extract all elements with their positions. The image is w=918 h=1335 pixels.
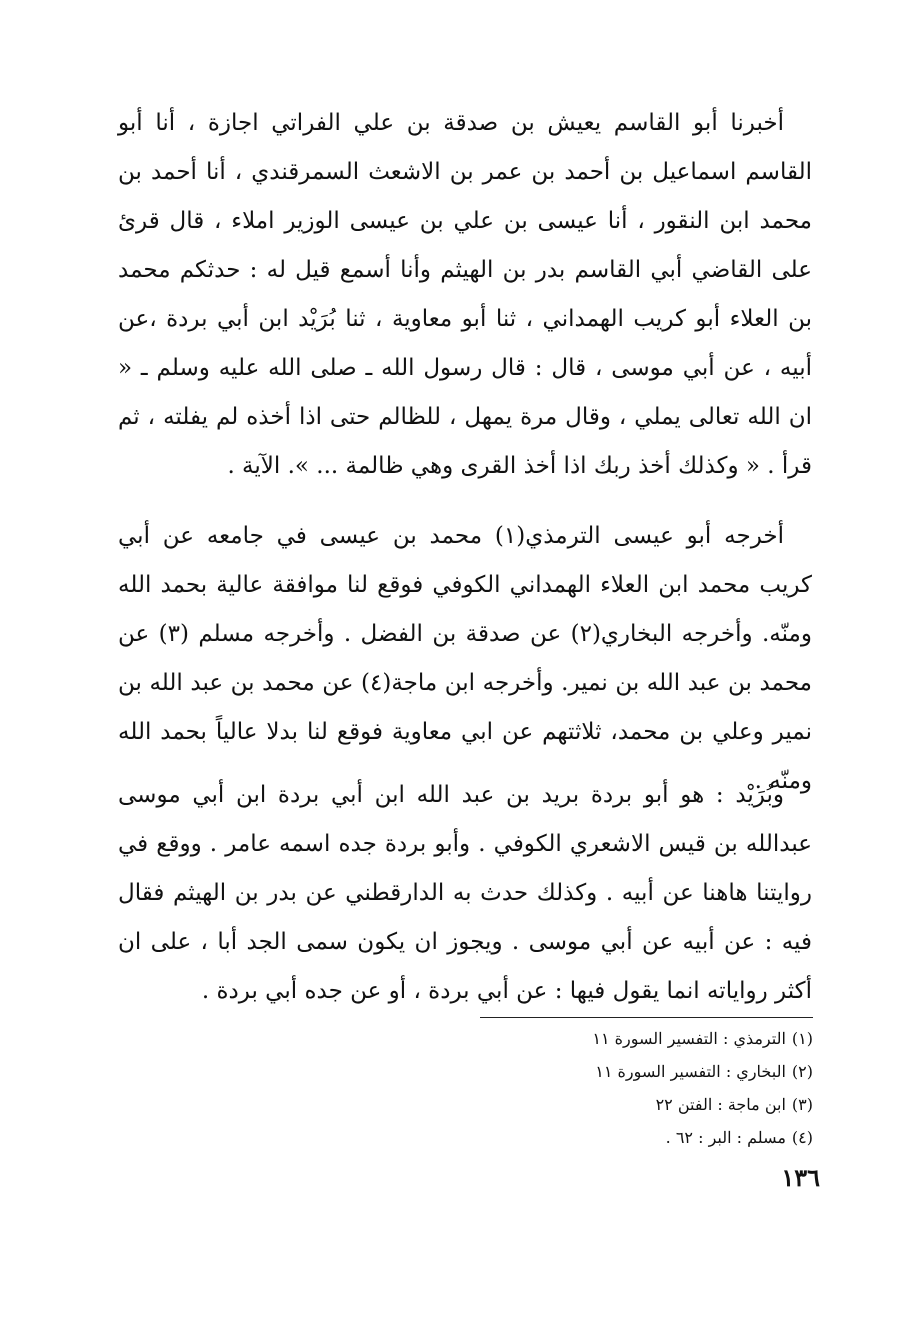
paragraph-sources xyxy=(118,512,812,806)
footnote-number: (١) xyxy=(791,1029,813,1048)
paragraph-narrator-note xyxy=(118,771,812,1016)
footnotes-list xyxy=(400,1022,813,1154)
footnote-text: مسلم : البر : ٦٢ . xyxy=(665,1128,786,1147)
paragraph-hadith-chain xyxy=(118,99,812,491)
footnote-item xyxy=(400,1022,813,1055)
footnote-item xyxy=(400,1055,813,1088)
footnote-item xyxy=(400,1088,813,1121)
page-number: ١٣٦ xyxy=(781,1163,820,1192)
footnote-text: الترمذي : التفسير السورة ١١ xyxy=(592,1029,786,1048)
footnote-number: (٢) xyxy=(791,1062,813,1081)
footnote-text: ابن ماجة : الفتن ٢٢ xyxy=(655,1095,786,1114)
footnote-item xyxy=(400,1121,813,1154)
paragraph-1-text: أخبرنا أبو القاسم يعيش بن صدقة بن علي الفراتي اجازة ، أنا أبو القاسم اسماعيل بن أحمد بن عمر بن الاشعث السمرقندي ، أنا أحمد بن محمد ابن النقور ، أنا عيسى بن علي بن عيسى الوزير املاء ، قال قرئ على القاضي أبي القاسم بدر بن الهيثم وأنا أسمع قيل له : حدثكم محمد بن العلاء أبو كريب الهمداني ، ثنا أبو معاوية ، ثنا بُرَيْد ابن أبي بردة ،عن أبيه ، عن أبي موسى ، قال : قال رسول الله ـ صلى الله عليه وسلم ـ « ان الله تعالى يملي ، وقال مرة يمهل ، للظالم حتى اذا أخذه لم يفلته ، ثم قرأ . « وكذلك أخذ ربك اذا أخذ القرى وهي ظالمة ... ». الآية . xyxy=(118,110,812,479)
footnote-number: (٤) xyxy=(791,1128,813,1147)
footnote-number: (٣) xyxy=(791,1095,813,1114)
footnote-divider xyxy=(480,1017,813,1018)
paragraph-2-text: أخرجه أبو عيسى الترمذي(١) محمد بن عيسى في جامعه عن أبي كريب محمد ابن العلاء الهمداني الكوفي فوقع لنا موافقة عالية بحمد الله ومنّه. وأخرجه البخاري(٢) عن صدقة بن الفضل . وأخرجه مسلم (٣) عن محمد بن عبد الله بن نمير. وأخرجه ابن ماجة(٤) عن محمد بن عبد الله بن نمير وعلي بن محمد، ثلاثتهم عن ابي معاوية فوقع لنا بدلا عالياً بحمد الله ومنّه . xyxy=(118,523,812,794)
paragraph-3-text: وبُرَيْد : هو أبو بردة بريد بن عبد الله ابن أبي بردة ابن أبي موسى عبدالله بن قيس الاشعري الكوفي . وأبو بردة جده اسمه عامر . ووقع في روايتنا هاهنا عن أبيه . وكذلك حدث به الدارقطني عن بدر بن الهيثم فقال فيه : عن أبيه عن أبي موسى . ويجوز ان يكون سمى الجد أبا ، على ان أكثر رواياته انما يقول فيها : عن أبي بردة ، أو عن جده أبي بردة . xyxy=(118,782,812,1004)
footnote-text: البخاري : التفسير السورة ١١ xyxy=(595,1062,786,1081)
